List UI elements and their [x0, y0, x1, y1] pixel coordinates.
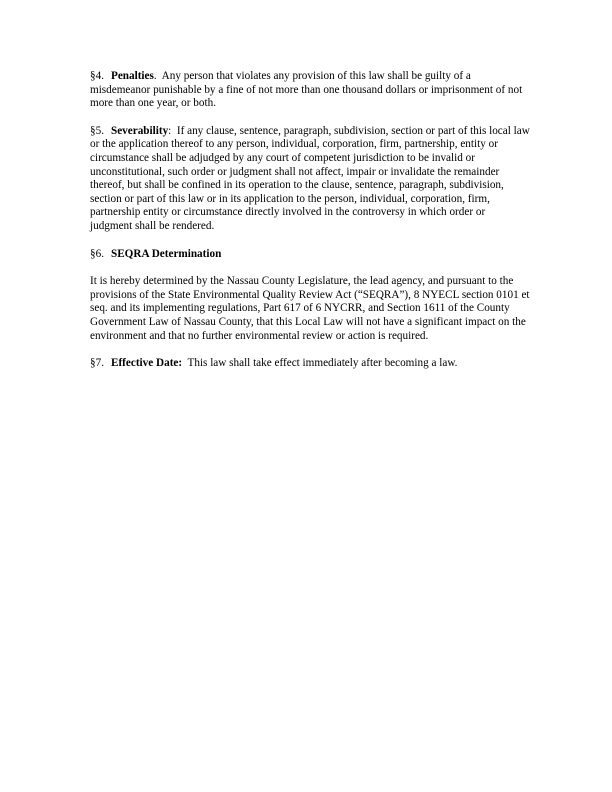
section-title: SEQRA Determination [110, 247, 222, 260]
section-6-paragraph [90, 275, 530, 343]
section-title: Severability [110, 124, 169, 137]
title-separator: . [153, 70, 162, 82]
section-body: This law shall take effect immediately after becoming a law. [187, 357, 458, 370]
section-number: §7. [90, 357, 104, 370]
section-6-heading [90, 248, 530, 262]
section-4-paragraph [90, 70, 530, 111]
section-body: If any clause, sentence, paragraph, subdivision, section or part of this local law or the application thereof to any person, individual, corporation, firm, partnership, entity or circumstance shall be adjudged by any court of competent jurisdiction to be invalid or unconstitutional, such order or judgment shall not affect, impair or invalidate the remainder thereof, but shall be confined in its operation to the clause, sentence, paragraph, subdivision, section or part of this law or in its application to the person, individual, corporation, firm, partnership entity or circumstance directly involved in the controversy in which order or judgment shall be rendered. [90, 124, 530, 232]
section-body: It is hereby determined by the Nassau County Legislature, the lead agency, and pursuant to the provisions of the State Environmental Quality Review Act (“SEQRA”), 8 NYECL section 0101 et seq. and its implementing regulations, Part 617 of 6 NYCRR, and Section 1611 of the County Government Law of Nassau County, that this Local Law will not have a significant impact on the environment and that no further environmental review or action is required. [90, 275, 530, 342]
section-title: Effective Date: [110, 357, 183, 370]
section-number: §5. [90, 124, 104, 137]
section-title: Penalties [110, 70, 154, 82]
document-page [90, 70, 530, 385]
section-5-paragraph [90, 125, 530, 234]
section-number: §4. [90, 70, 104, 82]
title-separator: : [168, 124, 177, 137]
section-number: §6. [90, 247, 104, 260]
section-body: Any person that violates any provision of this law shall be guilty of a misdemeanor punishable by a fine of not more than one thousand dollars or imprisonment of not more than one year, or both. [90, 70, 523, 110]
section-7-paragraph [90, 357, 530, 371]
